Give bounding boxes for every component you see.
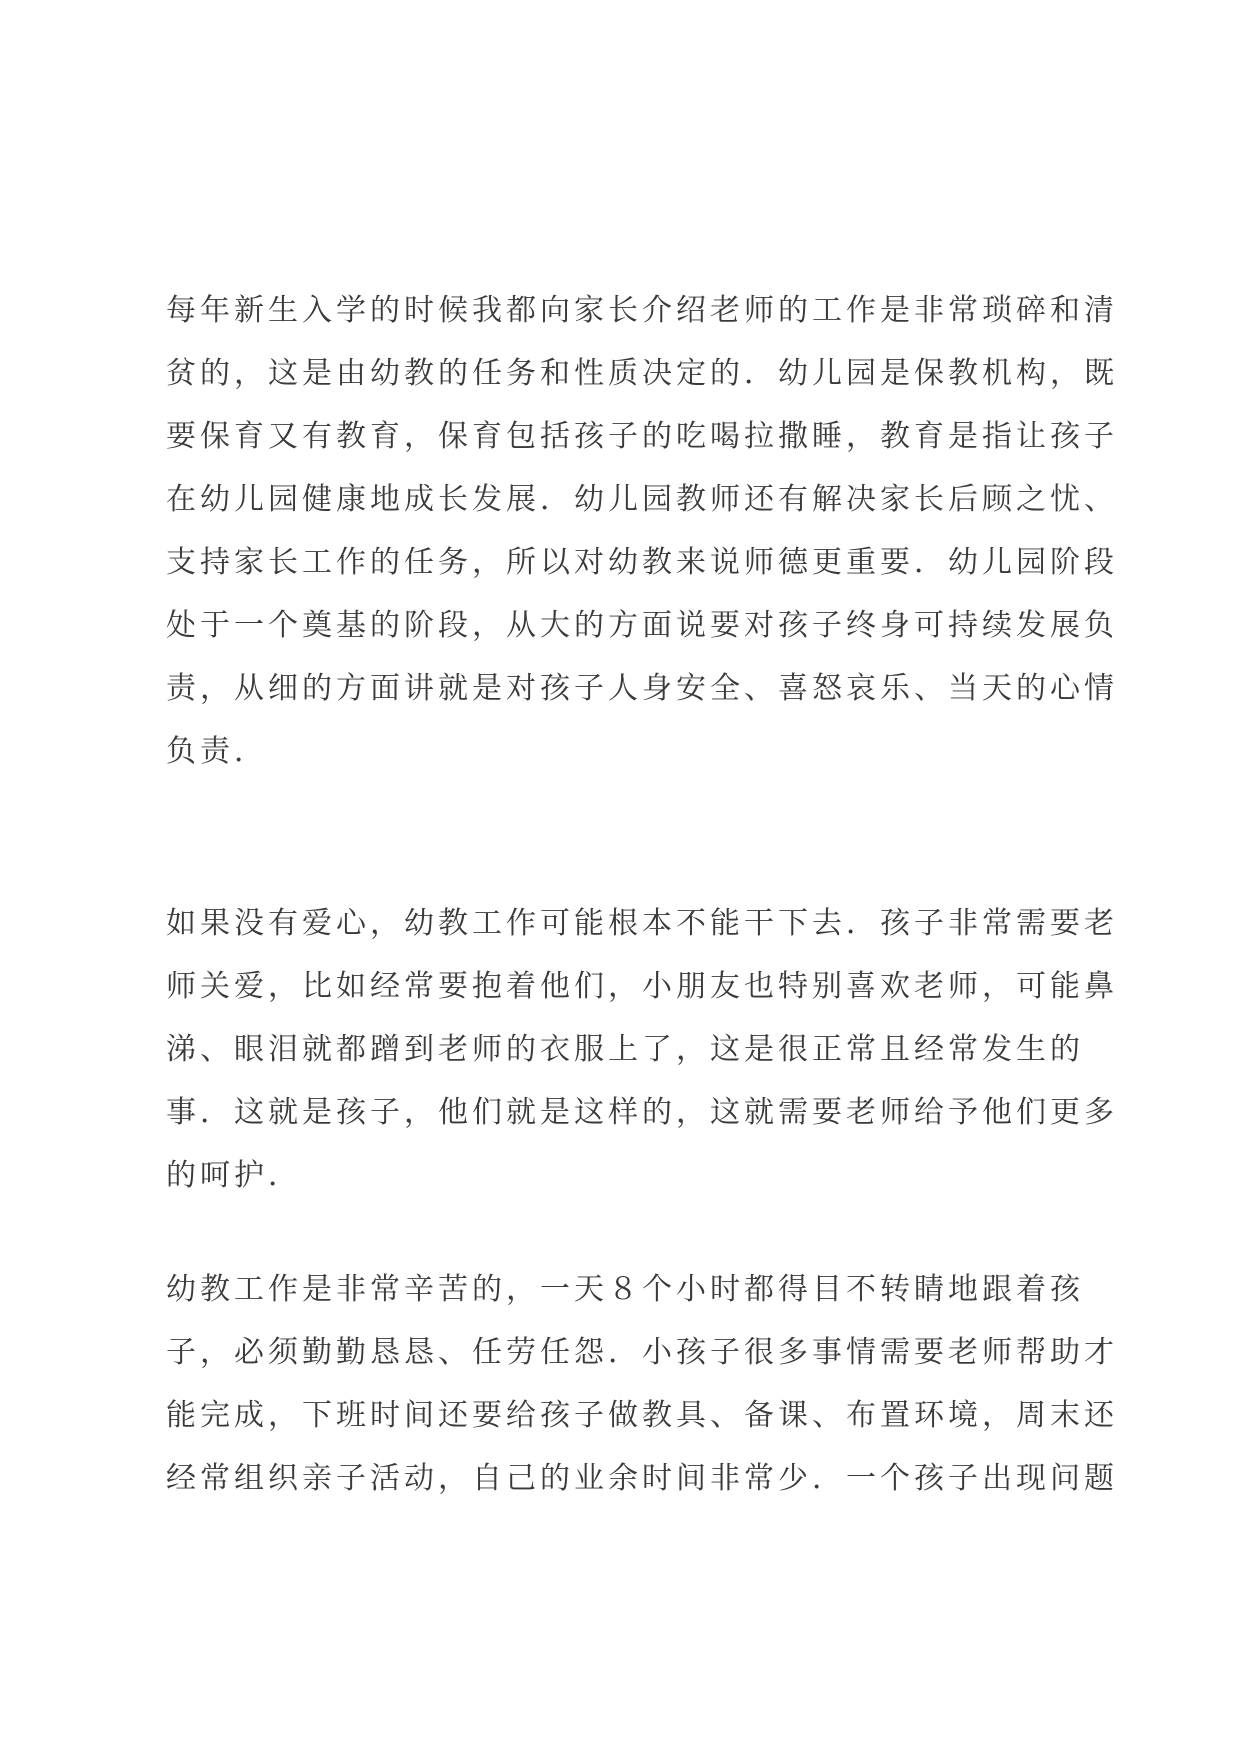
text-line: 要保育又有教育，保育包括孩子的吃喝拉撒睡，教育是指让孩子: [166, 419, 1118, 454]
text-line: 支持家长工作的任务，所以对幼教来说师德更重要．幼儿园阶段: [166, 545, 1118, 580]
text-line: 负责．: [166, 734, 268, 769]
text-line: 涕、眼泪就都蹭到老师的衣服上了，这是很正常且经常发生的: [166, 1032, 1084, 1067]
text-line: 如果没有爱心，幼教工作可能根本不能干下去．孩子非常需要老: [166, 906, 1118, 941]
text-line: 幼教工作是非常辛苦的，一天８个小时都得目不转睛地跟着孩: [166, 1272, 1084, 1307]
paragraph-3: [166, 1258, 1118, 1510]
text-line: 经常组织亲子活动，自己的业余时间非常少．一个孩子出现问题: [166, 1461, 1118, 1496]
text-line: 子，必须勤勤恳恳、任劳任怨．小孩子很多事情需要老师帮助才: [166, 1335, 1118, 1370]
text-line: 事．这就是孩子，他们就是这样的，这就需要老师给予他们更多: [166, 1095, 1118, 1130]
text-line: 师关爱，比如经常要抱着他们，小朋友也特别喜欢老师，可能鼻: [166, 969, 1118, 1004]
text-line: 贫的，这是由幼教的任务和性质决定的．幼儿园是保教机构，既: [166, 356, 1118, 391]
text-line: 每年新生入学的时候我都向家长介绍老师的工作是非常琐碎和清: [166, 293, 1118, 328]
text-line: 处于一个奠基的阶段，从大的方面说要对孩子终身可持续发展负: [166, 608, 1118, 643]
text-line: 的呵护．: [166, 1158, 302, 1193]
text-line: 能完成，下班时间还要给孩子做教具、备课、布置环境，周末还: [166, 1398, 1118, 1433]
text-line: 责，从细的方面讲就是对孩子人身安全、喜怒哀乐、当天的心情: [166, 671, 1118, 706]
paragraph-1: [166, 279, 1118, 783]
text-line: 在幼儿园健康地成长发展．幼儿园教师还有解决家长后顾之忧、: [166, 482, 1118, 517]
paragraph-2: [166, 892, 1118, 1207]
